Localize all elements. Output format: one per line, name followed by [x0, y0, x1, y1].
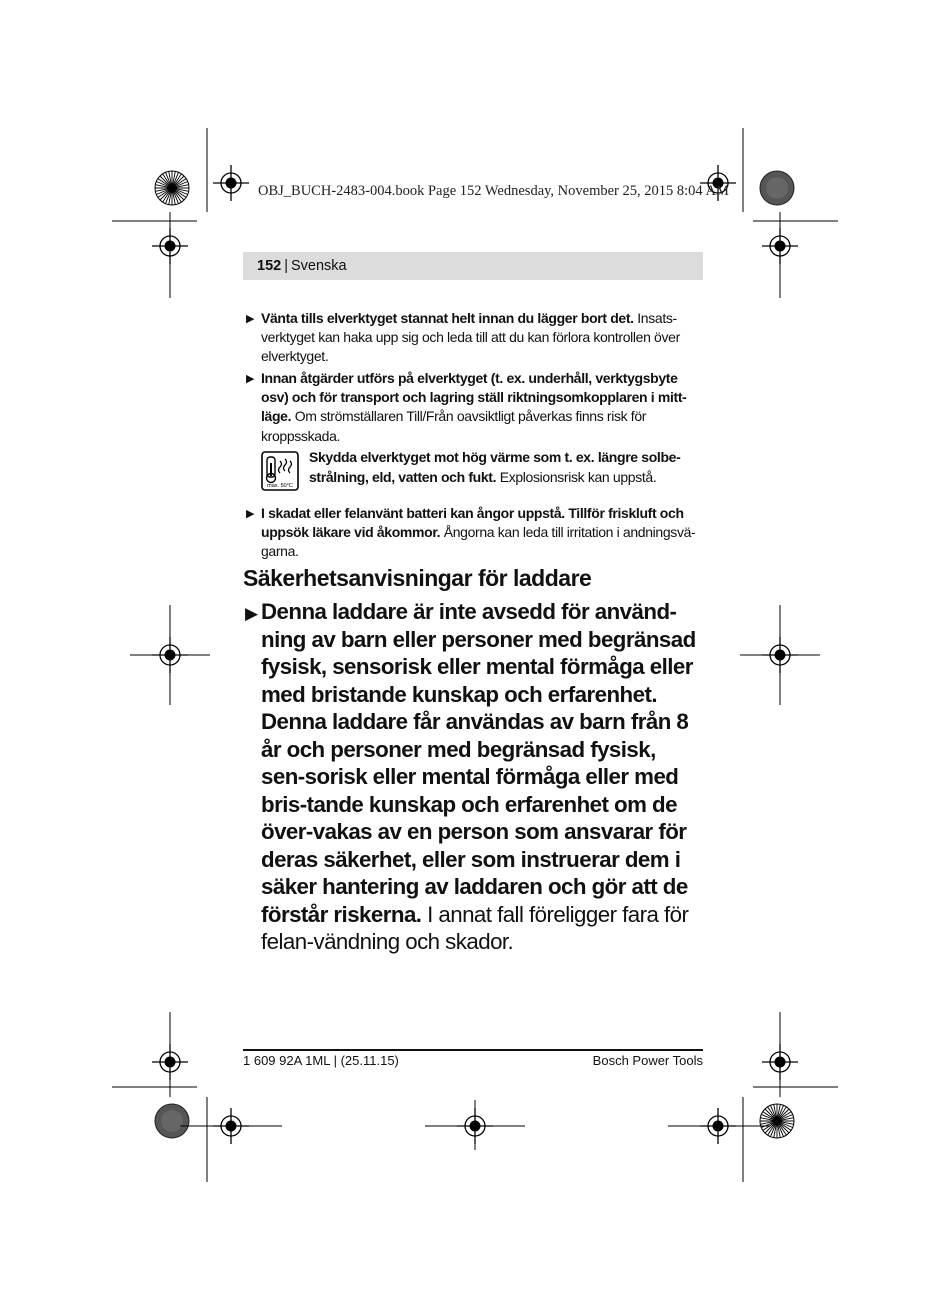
header-language: Svenska: [290, 258, 347, 274]
warning-normal-text: Explosionsrisk kan uppstå.: [496, 468, 657, 485]
printer-slug-line: OBJ_BUCH-2483-004.book Page 152 Wednesday, November 25, 2015 8:04 AM: [258, 183, 729, 199]
bullet-triangle-icon: ▶: [245, 604, 258, 623]
heat-warning-text: [309, 448, 703, 487]
footer-doc-number: 1 609 92A 1ML | (25.11.15): [243, 1053, 399, 1068]
page-number: 152: [257, 258, 282, 274]
icon-label: max. 50°C: [267, 483, 293, 489]
footer-brand: Bosch Power Tools: [592, 1053, 703, 1068]
section-heading: Säkerhetsanvisningar för laddare: [243, 565, 592, 591]
bullet-normal-text: Om strömställaren Till/Från oavsiktligt påverkas finns risk för kroppsskada.: [261, 408, 647, 444]
safety-bullet-1: [243, 309, 703, 367]
bullet-triangle-icon: ▶: [246, 508, 255, 520]
header-separator: |: [284, 258, 288, 274]
bullet-bold-text: Innan åtgärder utförs på elverktyget (t. ex. underhåll, verktygsbyte osv) och för transport och lagring ställ riktningsomkopplaren i mitt-läge.: [261, 370, 687, 425]
bullet-bold-text: I skadat eller felanvänt batteri kan ångor uppstå. Tillför friskluft och uppsök läkare vid åkommor.: [261, 505, 684, 541]
safety-bullet-2: [243, 369, 703, 446]
bullet-triangle-icon: ▶: [246, 373, 255, 385]
footer-rule: [243, 1049, 703, 1051]
charger-normal-text: I annat fall föreligger fara för felan-vändning och skador.: [261, 901, 689, 954]
bullet-normal-text: Insats-verktyget kan haka upp sig och leda till att du kan förlora kontrollen över elverktyget.: [261, 310, 680, 365]
warning-bold-text: Skydda elverktyget mot hög värme som t. ex. längre solbe-strålning, eld, vatten och fukt.: [309, 449, 681, 485]
bullet-normal-text: Ångorna kan leda till irritation i andningsvä-garna.: [261, 524, 696, 560]
charger-bold-text: Denna laddare är inte avsedd för använd-ning av barn eller personer med begränsad fysisk, sensorisk eller mental förmåga eller med bristande kunskap och erfarenhet. Denna laddare får användas av barn från 8 år och personer med begränsad fysisk, sen-sorisk eller mental förmåga eller med bris-tande kunskap och erfarenhet om de över-vakas av en person som ansvarar för deras säkerhet, eller som instruerar dem i säker hantering av laddaren och gör att de förstår riskerna.: [261, 599, 696, 927]
charger-warning: [243, 598, 703, 956]
page-header: [243, 252, 703, 280]
bullet-triangle-icon: ▶: [246, 313, 255, 325]
heat-warning-icon: [261, 451, 299, 491]
safety-bullet-3: [243, 504, 703, 562]
bullet-bold-text: Vänta tills elverktyget stannat helt innan du lägger bort det.: [261, 310, 634, 326]
